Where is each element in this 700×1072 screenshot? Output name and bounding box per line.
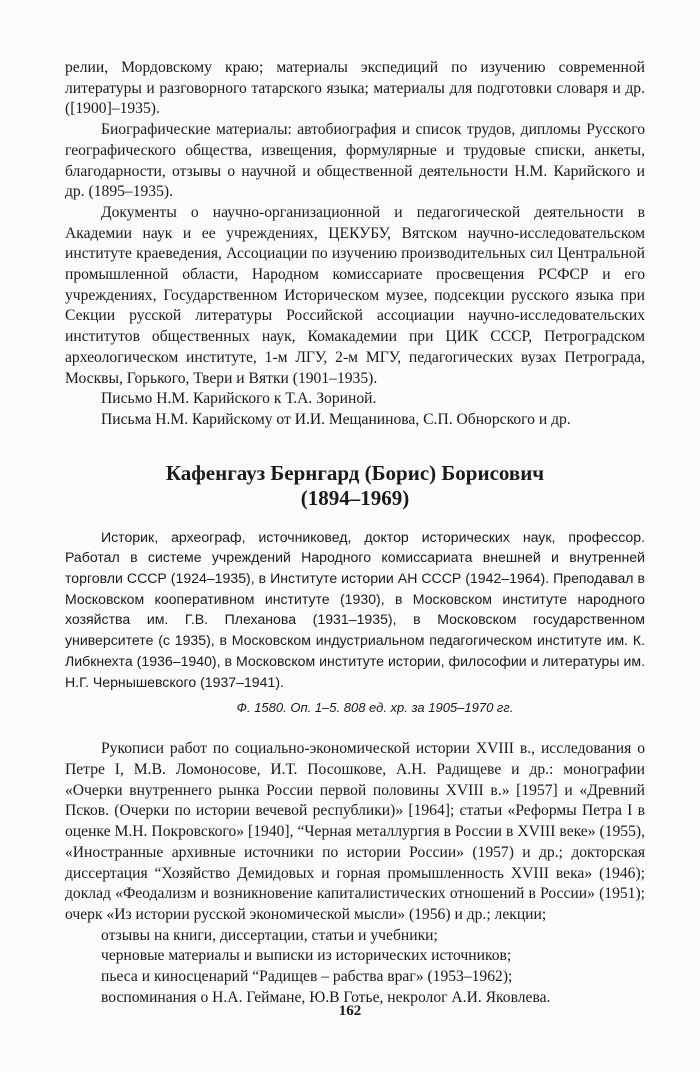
paragraph-play: пьеса и киносценарий “Радищев – рабства враг» (1953–1962); — [101, 968, 513, 986]
page-number: 162 — [338, 1003, 362, 1019]
entry-heading-name: Кафенгауз Бернгард (Борис) Борисович — [165, 460, 545, 485]
paragraph-manuscripts: Рукописи работ по социально-экономической истории XVIII в., исследования о Петре I, М.В. Ломоносове, И.Т. Посошкове, А.Н. Радищеве и др.: монографии «Очерки внутреннего рынка России первой половины XVIII в.» [1957] и «Древний Псков. (Очерки по истории вечевой республики)» [1964]; статьи «Реформы Петра I в оценке М.Н. Покровского» [1940], “Черная металлургия в России в XVIII веке» (1955), «Иностранные архивные источники по истории России» (1957) и др.; докторская диссертация “Хозяйство Демидовых и горная промышленность XVIII века» (1946); доклад «Феодализм и возникновение капиталистических отношений в России» (1951); очерк «Из истории русской экономической мысли» (1956) и др.; лекции; — [65, 740, 645, 923]
text-column — [65, 58, 645, 1008]
paragraph-letter-to: Письмо Н.М. Карийского к Т.А. Зориной. — [101, 390, 377, 408]
paragraph-letters-from: Письма Н.М. Карийскому от И.И. Мещанинова, С.П. Обнорского и др. — [101, 410, 571, 428]
entry-heading-years: (1894–1969) — [300, 485, 410, 510]
paragraph-reviews: отзывы на книги, диссертации, статьи и учебники; — [101, 926, 438, 944]
entry-fond-reference: Ф. 1580. Оп. 1–5. 808 ед. хр. за 1905–1970 гг. — [236, 700, 514, 716]
paragraph-drafts: черновые материалы и выписки из исторических источников; — [101, 947, 512, 965]
paragraph-biographical-materials: Биографические материалы: автобиография и список трудов, дипломы Русского географического общества, извещения, формулярные и трудовые списки, анкеты, благодарности, отзывы о научной и общественной деятельности Н.М. Карийского и др. (1895–1935). — [65, 121, 645, 201]
entry-biography: Историк, археограф, источниковед, доктор исторических наук, профессор. Работал в системе учреждений Народного комиссариата внешней и внутренней торговли СССР (1924–1935), в Институте истории АН СССР (1942–1964). Преподавал в Московском кооперативном институте (1930), в Московском институте народного хозяйства им. Г.В. Плеханова (1931–1935), в Московском государственном университете (с 1935), в Московском индустриальном педагогическом институте им. К. Либкнехта (1936–1940), в Московском институте истории, философии и литературы им. Н.Г. Чернышевского (1937–1941). — [65, 528, 645, 690]
paragraph-organizational-documents: Документы о научно-организационной и педагогической деятельности в Академии наук и ее учреждениях, ЦЕКУБУ, Вятском научно-исследовательском институте краеведения, Ассоциации по изучению производительных сил Центральной промышленной области, Народном комиссариате просвещения РСФСР и его учреждениях, Государственном Историческом музее, подсекции русского языка при Секции русской литературы Российской ассоциации научно-исследовательских институтов общественных наук, Комакадемии при ЦИК СССР, Петроградском археологическом институте, 1-м ЛГУ, 2-м МГУ, педагогических вузах Петрограда, Москвы, Горького, Твери и Вятки (1901–1935). — [65, 203, 645, 387]
paragraph-memoirs: воспоминания о Н.А. Геймане, Ю.В Готье, некролог А.И. Яковлева. — [101, 988, 551, 1006]
paragraph-continued: релии, Мордовскому краю; материалы экспедиций по изучению современной литературы и разговорного татарского языка; материалы для подготовки словаря и др. ([1900]–1935). — [65, 59, 645, 118]
